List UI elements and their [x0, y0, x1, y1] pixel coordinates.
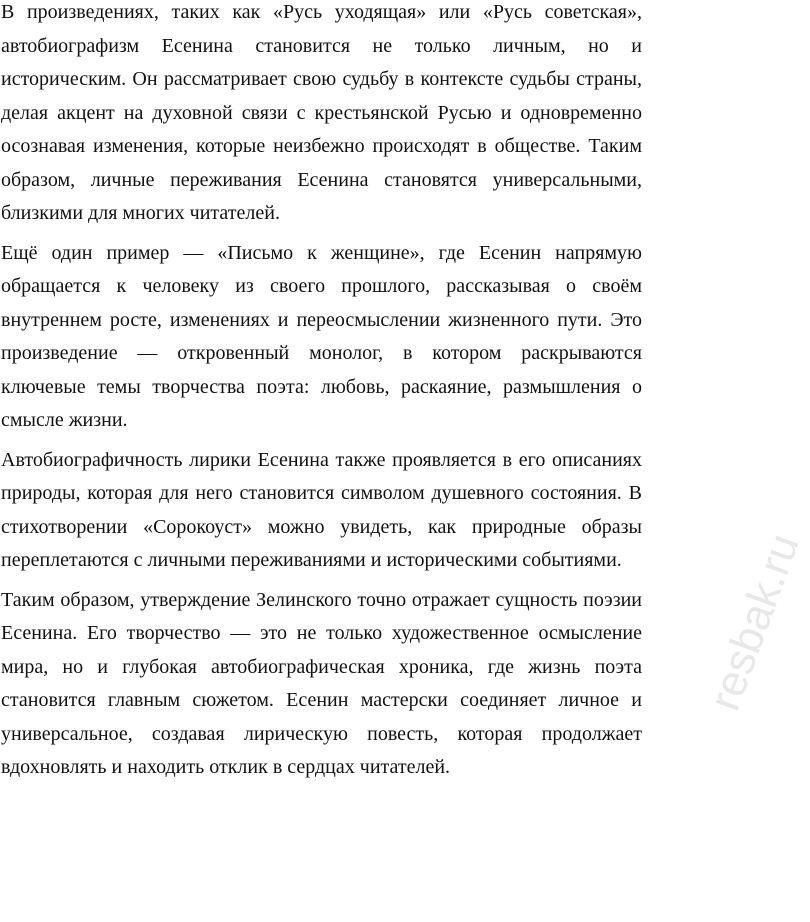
- paragraph-3: Автобиографичность лирики Есенина также проявляется в его описаниях природы, которая для него становится символом душевного состояния. В стихотворении «Сорокоуст» можно увидеть, как природные образы переплетаются с личными переживаниями и историческими событиями.: [1, 448, 642, 571]
- paragraph-4: Таким образом, утверждение Зелинского точно отражает сущность поэзии Есенина. Его творчество — это не только художественное осмысление мира, но и глубокая автобиографическая хроника, где жизнь поэта становится главным сюжетом. Есенин мастерски соединяет личное и универсальное, создавая лирическую повесть, которая продолжает вдохновлять и находить отклик в сердцах читателей.: [1, 588, 642, 778]
- document-body: [1, 0, 642, 791]
- paragraph-1: В произведениях, таких как «Русь уходящая» или «Русь советская», автобиографизм Есенина становится не только личным, но и историческим. Он рассматривает свою судьбу в контексте судьбы страны, делая акцент на духовной связи с крестьянской Русью и одновременно осознавая изменения, которые неизбежно происходят в обществе. Таким образом, личные переживания Есенина становятся универсальными, близкими для многих читателей.: [1, 1, 642, 224]
- paragraph-2: Ещё один пример — «Письмо к женщине», где Есенин напрямую обращается к человеку из своего прошлого, рассказывая о своём внутреннем росте, изменениях и переосмыслении жизненного пути. Это произведение — откровенный монолог, в котором раскрываются ключевые темы творчества поэта: любовь, раскаяние, размышления о смысле жизни.: [1, 241, 642, 431]
- watermark: resbak.ru: [700, 527, 809, 717]
